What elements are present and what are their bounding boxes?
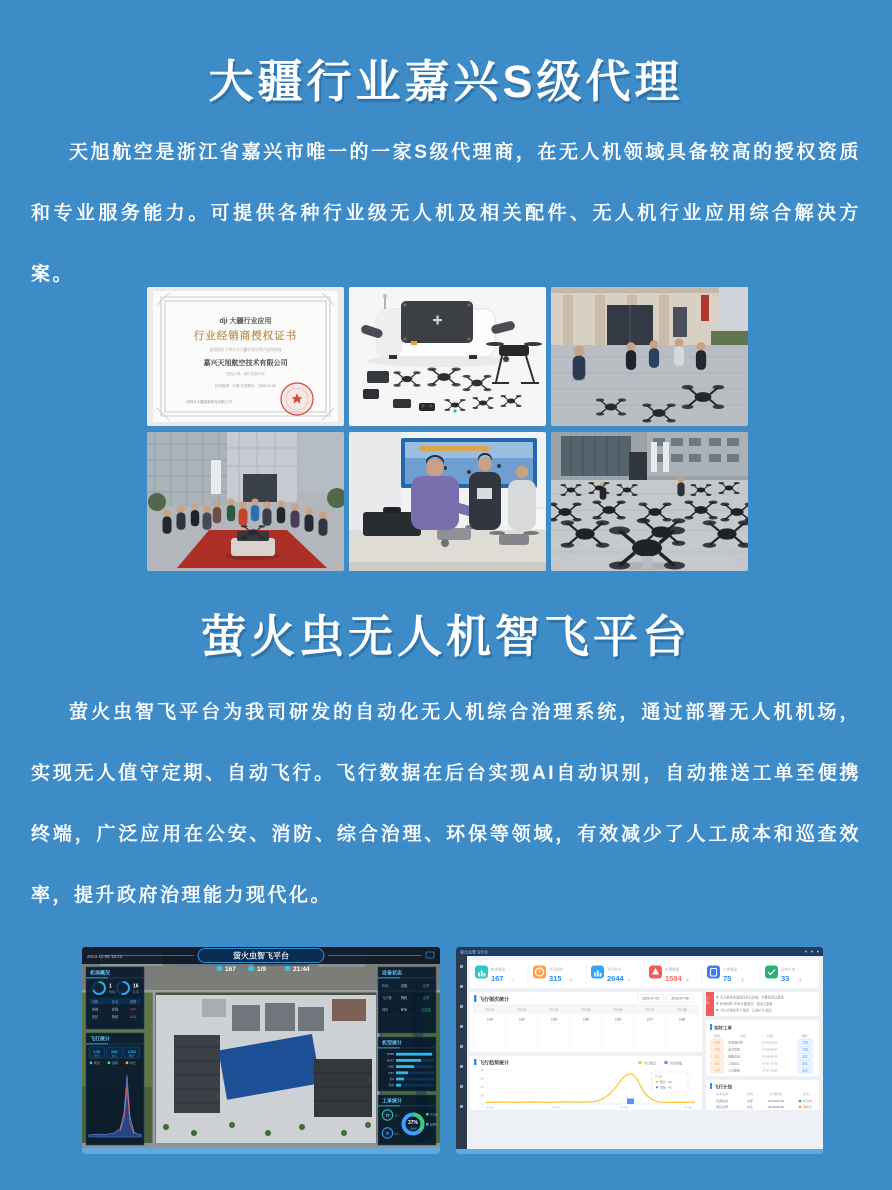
flights-count: 167 — [225, 966, 236, 973]
trend-bar — [627, 1099, 634, 1105]
plan-cell: 本部 — [746, 1099, 754, 1103]
device-cell: 在线 — [400, 984, 408, 988]
plan-title: 飞行计划 — [714, 1084, 732, 1090]
order-action-link: 详情 — [802, 1040, 808, 1045]
orders-title: 实时工单 — [714, 1025, 732, 1031]
dji-section-title: 大疆行业嘉兴S级代理 — [208, 56, 684, 107]
airport-th: 里程 — [129, 999, 137, 1004]
dji-paragraph: 天旭航空是浙江省嘉兴市唯一的一家S级代理商，在无人机领域具备较高的授权资质和专业服务能力。可提供各种行业级无人机及相关配件、无人机行业应用综合解决方案。 — [31, 142, 861, 285]
bottom-strip — [82, 1148, 440, 1154]
airport-cell: 本部 — [91, 1007, 99, 1012]
stat-value: 128 — [93, 1048, 101, 1054]
bottom-strip — [456, 1149, 823, 1154]
plan-header: 机场 — [746, 1092, 754, 1096]
airport-th: 状态 — [111, 999, 119, 1004]
xtick: 06-26 — [486, 1105, 494, 1110]
plan-cell: 东区 — [746, 1105, 754, 1109]
flight-stat-boxes — [89, 1047, 140, 1058]
flight-legend — [90, 1060, 136, 1065]
panel-flight-stats — [86, 1033, 144, 1145]
panel-flight-table — [470, 992, 702, 1052]
card-label: 机场数量 — [491, 967, 506, 972]
trend-legend: 今日架次 — [643, 1061, 657, 1066]
order-badge-value: 8 — [386, 1131, 389, 1136]
certificate-issuer: 深圳市大疆创新科技有限公司 — [186, 400, 232, 404]
donut-label: 完成率 — [409, 1127, 417, 1131]
notice-bar — [705, 992, 819, 1016]
certificate-photo — [147, 287, 344, 426]
orders-header: 内容 — [739, 1034, 747, 1038]
card-value: 33 — [781, 974, 790, 983]
flight-col-header: 07-03 — [517, 1008, 527, 1012]
notice-tag-label: 公告 — [706, 996, 710, 1005]
model-label: 其他 — [388, 1083, 394, 1088]
xtick: 07-08 — [684, 1105, 692, 1110]
airport-cell: 4.57 — [129, 1007, 137, 1012]
airport-cell: 待机 — [111, 1015, 119, 1019]
model-label: M3T — [388, 1070, 394, 1075]
plan-header: 任务名称 — [715, 1092, 729, 1096]
flight-cell: 217 — [646, 1017, 654, 1022]
tooltip-line: 架次：36 — [660, 1080, 672, 1084]
order-action-link: 派发 — [802, 1068, 808, 1073]
date-button-label: 2023-07-02 — [641, 996, 660, 1001]
order-content: 人员聚集 — [728, 1068, 741, 1073]
dark-dashboard-screenshot — [82, 947, 440, 1154]
card-unit: 个 — [512, 978, 515, 982]
closed-count-icon — [765, 966, 778, 979]
tooltip-line: 里程：42 — [660, 1085, 672, 1090]
card-label: 已结工单 — [781, 967, 796, 972]
ytick: 10 — [480, 1093, 484, 1098]
card-unit: 条 — [741, 978, 744, 982]
building — [551, 432, 748, 480]
firefly-paragraph: 萤火虫智飞平台为我司研发的自动化无人机综合治理系统，通过部署无人机机场，实现无人值守定期、自动飞行。飞行数据在后台实现AI自动识别，自动推送工单至便携终端，广泛应用在公安、消防、综合治理、环保等领域，有效减少了人工成本和巡查效率，提升政府治理能力现代化。 — [31, 702, 861, 906]
donut-value: 37% — [407, 1120, 419, 1126]
plan-cell: 河道巡查 — [715, 1099, 729, 1103]
card-unit: 条 — [799, 978, 802, 982]
stat-label: 今日 — [94, 1054, 100, 1058]
dark-topstats — [217, 966, 310, 973]
order-type-badge: 巡检 — [714, 1061, 720, 1066]
light-topbar — [456, 947, 823, 956]
model-label: M3E — [388, 1064, 394, 1069]
notice-line: 无人机机场巡检任务已完成，告警信息已推送 — [720, 995, 784, 1000]
ytick: 30 — [480, 1076, 484, 1081]
flight-time: 21:44 — [293, 966, 310, 973]
trend-title: 飞行趋势统计 — [479, 1060, 510, 1067]
dark-datetime: 2023-11-08 16:12 — [87, 954, 123, 959]
order-action-link: 派发 — [802, 1054, 808, 1059]
panel-trend-chart — [470, 1056, 702, 1110]
panel-flight-title: 飞行统计 — [90, 1036, 111, 1043]
order-count-icon — [707, 966, 720, 979]
order-type-badge: 告警 — [714, 1040, 720, 1045]
gauge1-value: 1 — [109, 983, 112, 990]
ytick: 20 — [480, 1085, 484, 1089]
panel-device-title: 设备状态 — [382, 970, 403, 977]
flight-cell: 193 — [550, 1017, 558, 1022]
panel-plan — [706, 1080, 819, 1110]
order-content: 工地扬尘 — [728, 1061, 741, 1066]
legend-item: 架次 — [94, 1061, 101, 1065]
plan-cell: 园区巡逻 — [715, 1105, 729, 1109]
certificate-title: 行业经销商授权证书 — [193, 330, 298, 342]
order-action-link: 派发 — [802, 1061, 808, 1066]
panel-orders — [706, 1020, 819, 1076]
card-label: 飞行时长 — [607, 967, 622, 972]
order-time: 07-08 09:12 — [762, 1040, 778, 1045]
order-content: 道路巡查 — [728, 1054, 741, 1059]
plaza-demo-photo — [551, 287, 748, 426]
order-badge-value: 15 — [385, 1113, 390, 1118]
order-type-badge: 告警 — [714, 1068, 720, 1073]
firefly-section-title: 萤火虫无人机智飞平台 — [200, 611, 691, 662]
card-label: 今日架次 — [549, 967, 564, 972]
certificate-company: 嘉兴天旭航空技术有限公司 — [203, 360, 288, 367]
ytick: 40 — [480, 1068, 484, 1072]
stat-cards — [470, 960, 819, 988]
device-cell: RTK — [400, 1008, 408, 1012]
model-label: M350 — [387, 1052, 394, 1057]
stat-label: 本月 — [111, 1054, 117, 1058]
flight-cell: 198 — [678, 1017, 686, 1022]
order-badge-label: 待办 — [394, 1132, 399, 1136]
legend-item: 里程 — [112, 1061, 119, 1065]
panel-order — [378, 1095, 438, 1145]
tooltip-date: 07-08 — [655, 1074, 663, 1079]
flight-cell: 197 — [518, 1017, 526, 1022]
airport-cell: 东区 — [91, 1015, 99, 1019]
card-unit: 条 — [686, 978, 689, 982]
flights-icon — [217, 966, 222, 971]
panel-order-title: 工单统计 — [382, 1098, 403, 1105]
card-value: 1584 — [665, 974, 682, 983]
xtick: 07-01 — [552, 1105, 560, 1110]
legend-item: 时长 — [130, 1061, 137, 1065]
device-cell: 飞行器 — [382, 996, 392, 1000]
dji-logo: dji 大疆行业应用 — [219, 318, 272, 325]
stat-label: 累计 — [129, 1054, 135, 1058]
model-label: 御3 — [389, 1077, 394, 1081]
order-time: 07-08 08:47 — [762, 1047, 778, 1052]
certificate-line1: 兹授权以下单位为大疆行业应用产品经销商 — [209, 348, 282, 352]
chart-tooltip — [652, 1072, 688, 1093]
date-button-label: 2023-07-08 — [671, 996, 689, 1001]
panel-airport — [86, 967, 144, 1029]
gauge2-value: 16 — [133, 983, 139, 990]
stat-value: 1260 — [127, 1048, 137, 1054]
red-seal-icon — [281, 383, 313, 415]
xtick: 07-05 — [620, 1105, 628, 1110]
plan-status: 待执行 — [802, 1105, 813, 1109]
online-icon — [248, 966, 254, 972]
certificate-line2: 授权区域：浙江省嘉兴市 — [226, 372, 265, 376]
airport-cell: 4.63 — [129, 1015, 137, 1019]
flight-col-header: 07-04 — [549, 1008, 559, 1012]
order-content: 违章搭建 — [728, 1047, 741, 1052]
trend-legend: 历史均值 — [669, 1061, 683, 1066]
model-label: M30T — [386, 1058, 394, 1063]
time-icon — [285, 966, 290, 971]
order-time: 07-08 08:15 — [762, 1054, 778, 1059]
drone-fleet-photo — [551, 432, 748, 571]
person — [677, 477, 684, 497]
order-legend: 处理中 — [429, 1123, 438, 1127]
device-cell: 正常 — [422, 996, 430, 1000]
card-value: 167 — [491, 974, 504, 983]
photo-gallery — [147, 287, 748, 571]
panel-device — [378, 967, 436, 1033]
tree — [148, 493, 166, 511]
panel-airport-title: 机场概况 — [90, 970, 111, 977]
card-unit: h — [628, 978, 630, 982]
order-content: 河道漂浮物 — [728, 1040, 744, 1045]
order-action-link: 详情 — [802, 1047, 808, 1052]
plan-cell: 07:00-07:30 — [767, 1099, 785, 1103]
device-cell: 正常 — [422, 984, 430, 988]
order-type-badge: 巡检 — [714, 1054, 720, 1059]
red-carpet-event-photo — [147, 432, 344, 571]
device-cell: 已连接 — [421, 1008, 431, 1012]
order-time: 07-07 16:03 — [762, 1068, 778, 1073]
card-unit: 次 — [570, 978, 573, 982]
online-count: 1/9 — [257, 966, 267, 973]
table-edge — [349, 562, 546, 571]
notice-line: 今日计划任务 7 架次，已执行 5 架次 — [720, 1008, 772, 1013]
card-label: 告警数量 — [665, 967, 680, 972]
card-value: 2644 — [607, 974, 624, 983]
dark-header — [82, 947, 440, 964]
flight-table-title: 飞行架次统计 — [479, 997, 510, 1003]
flight-cell: 190 — [582, 1017, 590, 1022]
stat-value: 346 — [110, 1048, 118, 1054]
panel-model-title: 机型统计 — [382, 1040, 403, 1047]
airport-th: 名称 — [91, 999, 99, 1004]
dark-dashboard-title: 萤火虫智飞平台 — [233, 951, 289, 961]
airport-cell: 在线 — [111, 1007, 119, 1012]
device-cell: 待机 — [400, 996, 408, 1000]
flight-cell: 134 — [486, 1017, 494, 1022]
orders-header: 操作 — [801, 1034, 809, 1038]
plan-header: 计划时间 — [769, 1092, 783, 1096]
ytick: 0 — [481, 1102, 484, 1106]
order-type-badge: 告警 — [714, 1047, 720, 1052]
certificate-meta: 授权级别：S 级 有效期至：2024-12-31 — [215, 384, 276, 388]
drone-kit-photo — [349, 287, 546, 426]
panel-model — [378, 1037, 436, 1091]
indoor-training-photo — [349, 432, 546, 571]
flight-cell: 193 — [614, 1017, 622, 1022]
flight-col-header: 07-07 — [645, 1008, 655, 1012]
orders-header: 时间 — [766, 1034, 774, 1038]
orders-header: 类型 — [713, 1034, 721, 1038]
card-label: 工单数量 — [723, 967, 738, 972]
plan-header: 状态 — [802, 1092, 810, 1096]
light-dashboard-screenshot — [456, 947, 823, 1154]
flight-col-header: 07-02 — [485, 1008, 495, 1012]
notice-line: 机场固件 OTA 升级成功，版本已更新 — [720, 1002, 773, 1006]
flight-col-header: 07-08 — [677, 1008, 687, 1012]
light-topbar-title: 萤火虫智飞平台 — [460, 949, 488, 955]
device-cell: 机场 — [382, 984, 389, 988]
gauge1-label: 机场 — [109, 990, 116, 994]
gauge2-label: 任务 — [133, 990, 140, 994]
device-cell: 网络 — [382, 1008, 389, 1012]
card-value: 75 — [723, 974, 732, 983]
building — [551, 287, 748, 345]
flight-col-header: 07-06 — [613, 1008, 623, 1012]
flight-col-header: 07-05 — [581, 1008, 591, 1012]
order-legend: 已完成 — [429, 1113, 438, 1117]
order-badge-label: 今日 — [394, 1114, 399, 1118]
light-sidebar — [456, 956, 467, 1154]
plan-status: 执行中 — [802, 1099, 813, 1103]
plan-cell: 09:00-09:30 — [767, 1105, 785, 1109]
card-value: 315 — [549, 974, 562, 983]
order-time: 07-07 17:32 — [762, 1061, 778, 1066]
